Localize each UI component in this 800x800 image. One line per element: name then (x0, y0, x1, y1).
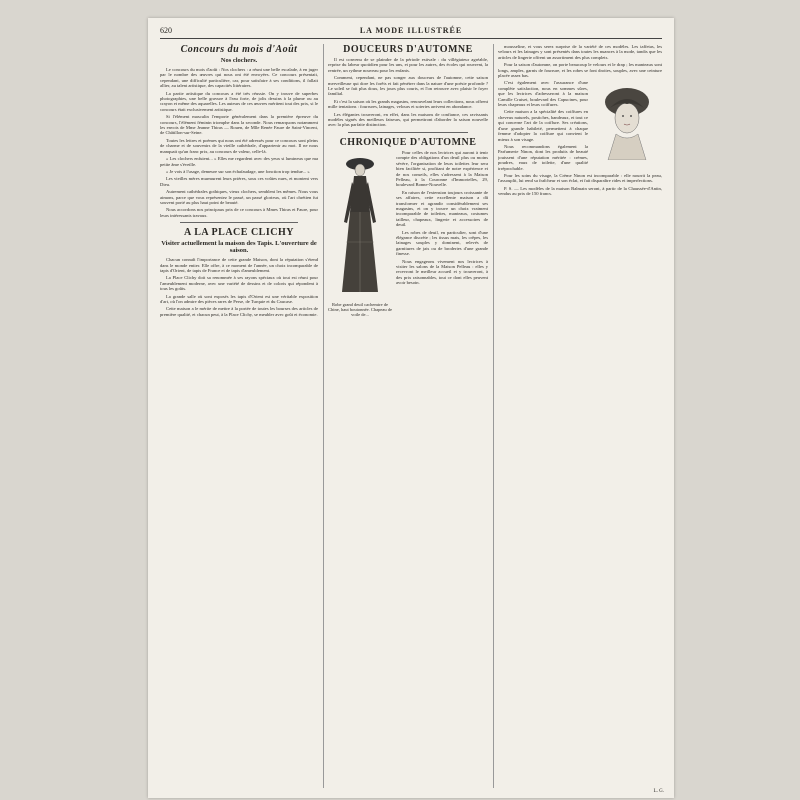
paragraph: Les robes de deuil, en particulier, sont d'une élégance discrète ; les tissus mats, les crêpes, les lainages souples y dominent, relevés de garnitures de jais ou de broderies d'une grande finesse. (396, 229, 488, 257)
paragraph: Cette maison a la spécialité des coiffures en cheveux naturels, postiches, bandeaux, et tout ce qui concerne l'art de la coiffure. Ses créations, d'une grande habileté, permettent à chaque femme d'adopter la coiffure qui convient le mieux à son visage. (498, 109, 588, 142)
concours-body (160, 67, 318, 218)
article-subtitle-concours: Nos clochers. (220, 57, 258, 64)
signature: L. G. (653, 789, 664, 794)
page-number: 620 (160, 26, 172, 35)
paragraph: La grande salle où sont exposés les tapis d'Orient est une véritable exposition d'art, où l'on admire des pièces rares de Perse, de Turquie et du Caucase. (160, 293, 318, 304)
paragraph: La Place Clichy doit sa renommée à ses rayons spéciaux où tout est réuni pour l'ameublement moderne, avec une variété de dessins et de coloris qui répondent à tous les goûts. (160, 275, 318, 292)
paragraph: P. S. — Les modèles de la maison Balmain seront, à partir de la Chaussée-d'Antin, vendus au prix de 150 francs. (498, 185, 662, 197)
section-separator (348, 132, 468, 133)
figure-dress-illustration (328, 152, 392, 317)
paragraph: Si l'élément masculin l'emporte généralement dans la première épreuve du concours, l'élément féminin triomphe dans la seconde. Nous remarquons notamment les envois de Mme Jeanne Thiras — Rouen, de Mlle Renée Faure de Saint-Vincent, de Châtillon-sur-Seine. (160, 114, 318, 136)
paragraph: Nous accordons nos principaux prix de ce concours à Mmes Thiras et Faure, pour leurs intéressants travaux. (160, 207, 318, 218)
paragraph: « Je vois à l'usage, demeure sur son échafaudage, une fonction trop tendue... » (166, 168, 310, 174)
column-divider-2 (493, 44, 494, 788)
column-3 (498, 44, 662, 788)
paragraph: Les vieilles mères murmurent leurs prières, sous ces voûtes nues, et montent vers Dieu. (160, 176, 318, 187)
paragraph: Nous engageons vivement nos lectrices à visiter les salons de la Maison Pelleau : elles y recevront le meilleur accueil et y trouveront, à des prix raisonnables, tout ce dont elles peuvent avoir besoin. (396, 258, 488, 286)
paragraph: La partie artistique du concours a été très réussie. On y trouve de superbes photographies, une belle gravure à l'eau forte, de jolis dessins à la plume ou au crayon et même des aquarelles. Les auteurs de ces œuvres méritent tout des prix, si le concours était exclusivement artistique. (160, 90, 318, 112)
paragraph: Pour celles de nos lectrices qui auront à tenir compte des obligations d'un deuil plus ou moins sévère, l'organisation de leurs toilettes leur sera bien facilitée si, profitant de notre expérience et de nos conseils, elles s'adressent à la Maison Pelleau, à la Couronne d'Immortelles, 29, boulevard Bonne-Nouvelle. (396, 149, 488, 188)
paragraph: Comment, cependant, ne pas songer aux douceurs de l'automne, cette saison merveilleuse qui dore les forêts et fait pénétrer dans la nature d'une poésie profonde ? Le soleil se fait plus doux, les jours plus courts, et l'on retrouve avec plaisir le foyer familial. (328, 75, 488, 97)
paragraph: mousseline, et vous serez surprise de la variété de ces modèles. Les taffetas, les velours et les lainages y sont présentés dans toutes les nuances à la mode, tandis que les articles de lingerie offrent un assortiment des plus complets. (498, 44, 662, 60)
paragraph: C'est également avec l'assurance d'une complète satisfaction, nous en sommes sûres, que les lectrices d'adresseront à la maison Camille Cruiset, boulevard des Capucines, pour leurs chapeaux et leurs coiffures. (498, 80, 588, 108)
paragraph: Autrement cathédrales gothiques, vieux clochers, semblent les mêmes. Nous vous aimons, parce que vous représentez le passé, un passé glorieux, où l'art chrétien fut souvent porté au plus haut point de beauté. (160, 189, 318, 205)
column-3-body (498, 44, 662, 197)
column-1 (160, 44, 318, 788)
section-separator (180, 222, 298, 223)
woman-portrait-illustration (592, 82, 662, 160)
paragraph: Et c'est la saison où les grands magasins, renouvelant leurs collections, nous offrent mille tentations : fourrures, lainages, velours et soieries arrivent en abondance. (328, 98, 488, 110)
article-subtitle-place-clichy: Visiter actuellement la maison des Tapis. L'ouverture de saison. (161, 240, 317, 255)
paragraph: En raison de l'extension toujours croissante de ses affaires, cette excellente maison a dû transformer et agrandir considérablement ses magasins, et on y trouve un choix vraiment incomparable de toilettes, manteaux, costumes tailleur, chapeaux, lingerie et accessoires de deuil. (396, 189, 488, 228)
column-divider-1 (323, 44, 324, 788)
article-title-chronique: CHRONIQUE D'AUTOMNE (339, 136, 477, 148)
paragraph: Il est convenu de se plaindre de la période estivale : du villégiateur agréable, reprise du labeur quotidien pour les uns, et pour les autres, des écoles qui rouvrent, la rentrée, un rythme nouveau pour les enfants. (328, 57, 488, 73)
paragraph: Cette maison a le mérite de mettre à la portée de toutes les bourses des articles de première qualité, et chacun peut, à la Place Clichy, se meubler avec goût et économie. (160, 306, 318, 317)
paragraph: Pour la saison d'automne, on porte beaucoup le velours et le drap ; les manteaux sont longs, amples, garnis de fourrure, et les robes se font droites, souples, avec une ceinture placée assez bas. (498, 62, 662, 79)
paragraph: « Les clochers enfuient... » Elles me regardent avec des yeux si lumineux que ma petite âme s'éveille. (160, 156, 318, 167)
column-2 (328, 44, 488, 788)
article-title-place-clichy: A LA PLACE CLICHY (184, 227, 294, 239)
article-title-concours: Concours du mois d'Août (180, 44, 298, 55)
paragraph: Le concours du mois d'août : Nos clochers : a réuni une belle escalade, à en juger par le nombre des œuvres qui nous ont été envoyées. Ce concours présentait, cependant, une difficulté particulière, car, pour satisfaire à ses conditions, il fallait allier, au talent artistique, des capacités littéraires. (160, 67, 318, 89)
magazine-title: LA MODE ILLUSTRÉE (359, 26, 463, 35)
paragraph: Chacun connaît l'importance de cette grande Maison, dont la réputation s'étend dans le monde entier. Elle offre, à ce moment de l'année, un choix incomparable de tapis d'Orient, de tapis de France et de tapis d'ameublement. (160, 257, 318, 273)
article-title-douceurs: DOUCEURS D'AUTOMNE (343, 44, 473, 55)
paragraph: Toutes les lettres et poèmes qui nous ont été adressés pour ce concours sont pleins de charme et de souvenirs de la vieille cathédrale, d'appartenir au mot. Il ne nous manquait qu'un franc prix, au concours de valeur, celle-là. (160, 137, 318, 154)
header-rule (160, 38, 662, 39)
place-clichy-body (160, 257, 318, 317)
magazine-page (148, 18, 674, 798)
woman-dress-illustration (328, 152, 392, 297)
paragraph: Pour les soins du visage, la Crème Ninon est incomparable : elle nourrit la peau, l'assouplit, lui rend sa fraîcheur et son éclat, et fait disparaître rides et imperfections. (498, 172, 662, 184)
douceurs-body (328, 57, 488, 128)
figure-coiffure-illustration (592, 82, 662, 166)
paragraph: Nous recommandons également la Parfumerie Ninon, dont les produits de beauté jouissent d'une réputation méritée : crèmes, poudres, eaux de toilette, d'une qualité irréprochable. (498, 143, 588, 171)
figure-caption-dress: Robe grand deuil cachemire de Chine, haut boutonnée. Chapeau de voile de... (328, 301, 392, 317)
running-header (160, 26, 662, 40)
paragraph: Les élégantes trouveront, en effet, dans les maisons de confiance, ces ravissants modèles signés des meilleurs faiseurs, qui permettront d'aborder la saison nouvelle avec la plus parfaite distinction. (328, 111, 488, 128)
